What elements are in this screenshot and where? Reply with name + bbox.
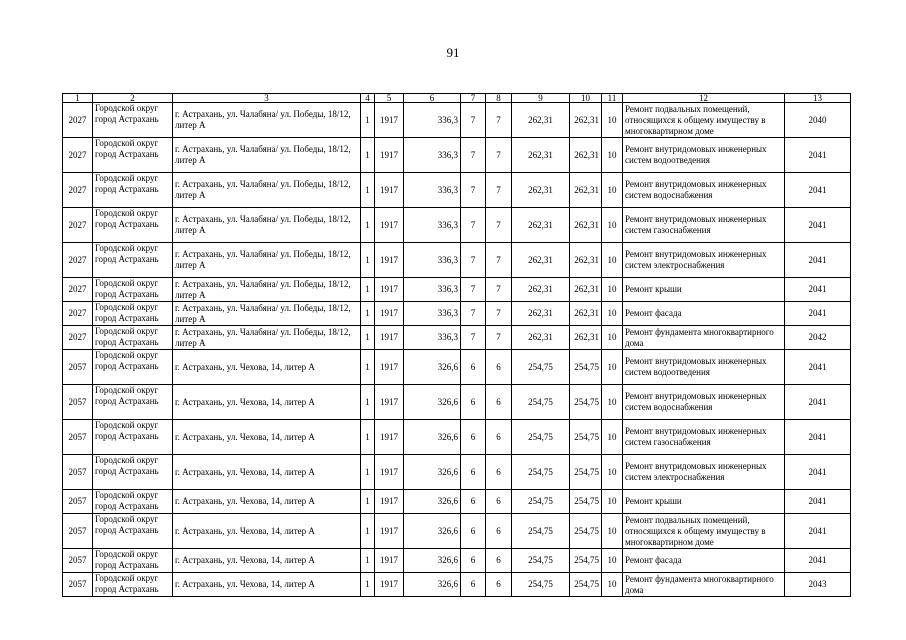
col11-cell: 10 xyxy=(602,350,623,385)
col4-cell: 1 xyxy=(361,549,375,573)
col11-cell: 10 xyxy=(602,326,623,350)
column-header: 6 xyxy=(404,94,461,103)
work-type-cell: Ремонт фундамента многоквартирного дома xyxy=(623,326,785,350)
table-row xyxy=(63,138,851,173)
col11-cell: 10 xyxy=(602,278,623,302)
address-cell: г. Астрахань, ул. Чалабяна/ ул. Победы, 18/12, литер А xyxy=(173,243,361,278)
column-header: 13 xyxy=(785,94,851,103)
col11-cell: 10 xyxy=(602,455,623,490)
municipality-cell: Городской округ город Астрахань xyxy=(93,420,173,455)
deadline-cell: 2041 xyxy=(785,243,851,278)
address-cell: г. Астрахань, ул. Чехова, 14, литер А xyxy=(173,455,361,490)
col10-cell: 254,75 xyxy=(570,549,602,573)
work-type-cell: Ремонт фундамента многоквартирного дома xyxy=(623,573,785,597)
col4-cell: 1 xyxy=(361,490,375,514)
area-cell: 336,3 xyxy=(404,278,461,302)
col8-cell: 6 xyxy=(486,514,512,549)
address-cell: г. Астрахань, ул. Чехова, 14, литер А xyxy=(173,350,361,385)
address-cell: г. Астрахань, ул. Чехова, 14, литер А xyxy=(173,420,361,455)
col10-cell: 262,31 xyxy=(570,208,602,243)
column-header: 12 xyxy=(623,94,785,103)
col4-cell: 1 xyxy=(361,208,375,243)
col11-cell: 10 xyxy=(602,208,623,243)
col10-cell: 262,31 xyxy=(570,302,602,326)
municipality-cell: Городской округ город Астрахань xyxy=(93,302,173,326)
area-cell: 326,6 xyxy=(404,350,461,385)
col9-cell: 262,31 xyxy=(512,173,570,208)
address-cell: г. Астрахань, ул. Чалабяна/ ул. Победы, 18/12, литер А xyxy=(173,302,361,326)
col11-cell: 10 xyxy=(602,573,623,597)
col9-cell: 254,75 xyxy=(512,490,570,514)
year-cell: 1917 xyxy=(375,103,404,138)
address-cell: г. Астрахань, ул. Чалабяна/ ул. Победы, 18/12, литер А xyxy=(173,278,361,302)
table-row xyxy=(63,514,851,549)
col11-cell: 10 xyxy=(602,138,623,173)
column-number-row xyxy=(63,94,851,103)
col9-cell: 254,75 xyxy=(512,514,570,549)
col4-cell: 1 xyxy=(361,573,375,597)
deadline-cell: 2041 xyxy=(785,420,851,455)
address-cell: г. Астрахань, ул. Чехова, 14, литер А xyxy=(173,490,361,514)
area-cell: 326,6 xyxy=(404,490,461,514)
address-cell: г. Астрахань, ул. Чалабяна/ ул. Победы, 18/12, литер А xyxy=(173,208,361,243)
area-cell: 336,3 xyxy=(404,326,461,350)
deadline-cell: 2041 xyxy=(785,278,851,302)
municipality-cell: Городской округ город Астрахань xyxy=(93,243,173,278)
row-id-cell: 2027 xyxy=(63,138,93,173)
col4-cell: 1 xyxy=(361,455,375,490)
column-header: 1 xyxy=(63,94,93,103)
municipality-cell: Городской округ город Астрахань xyxy=(93,138,173,173)
table-row xyxy=(63,573,851,597)
col7-cell: 6 xyxy=(461,455,486,490)
row-id-cell: 2057 xyxy=(63,549,93,573)
col8-cell: 6 xyxy=(486,490,512,514)
col10-cell: 254,75 xyxy=(570,514,602,549)
year-cell: 1917 xyxy=(375,138,404,173)
row-id-cell: 2057 xyxy=(63,514,93,549)
col7-cell: 7 xyxy=(461,208,486,243)
table-row xyxy=(63,549,851,573)
area-cell: 336,3 xyxy=(404,138,461,173)
table-row xyxy=(63,173,851,208)
col8-cell: 7 xyxy=(486,208,512,243)
year-cell: 1917 xyxy=(375,549,404,573)
work-type-cell: Ремонт внутридомовых инженерных систем водоснабжения xyxy=(623,173,785,208)
work-type-cell: Ремонт внутридомовых инженерных систем водоснабжения xyxy=(623,385,785,420)
work-type-cell: Ремонт внутридомовых инженерных систем электроснабжения xyxy=(623,243,785,278)
address-cell: г. Астрахань, ул. Чалабяна/ ул. Победы, 18/12, литер А xyxy=(173,173,361,208)
column-header: 2 xyxy=(93,94,173,103)
deadline-cell: 2041 xyxy=(785,208,851,243)
year-cell: 1917 xyxy=(375,514,404,549)
col10-cell: 262,31 xyxy=(570,173,602,208)
deadline-cell: 2041 xyxy=(785,385,851,420)
table-row xyxy=(63,420,851,455)
col7-cell: 6 xyxy=(461,549,486,573)
municipality-cell: Городской округ город Астрахань xyxy=(93,278,173,302)
deadline-cell: 2041 xyxy=(785,302,851,326)
col7-cell: 6 xyxy=(461,514,486,549)
row-id-cell: 2057 xyxy=(63,455,93,490)
col9-cell: 254,75 xyxy=(512,385,570,420)
col9-cell: 254,75 xyxy=(512,455,570,490)
table-row xyxy=(63,326,851,350)
capital-repair-table xyxy=(62,93,851,597)
deadline-cell: 2041 xyxy=(785,455,851,490)
col4-cell: 1 xyxy=(361,514,375,549)
year-cell: 1917 xyxy=(375,302,404,326)
year-cell: 1917 xyxy=(375,326,404,350)
col10-cell: 262,31 xyxy=(570,326,602,350)
column-header: 4 xyxy=(361,94,375,103)
deadline-cell: 2041 xyxy=(785,138,851,173)
col8-cell: 6 xyxy=(486,455,512,490)
col8-cell: 7 xyxy=(486,326,512,350)
municipality-cell: Городской округ город Астрахань xyxy=(93,103,173,138)
col10-cell: 254,75 xyxy=(570,420,602,455)
municipality-cell: Городской округ город Астрахань xyxy=(93,490,173,514)
deadline-cell: 2041 xyxy=(785,549,851,573)
row-id-cell: 2027 xyxy=(63,278,93,302)
row-id-cell: 2057 xyxy=(63,350,93,385)
area-cell: 326,6 xyxy=(404,455,461,490)
col7-cell: 6 xyxy=(461,420,486,455)
col9-cell: 262,31 xyxy=(512,326,570,350)
col10-cell: 262,31 xyxy=(570,243,602,278)
municipality-cell: Городской округ город Астрахань xyxy=(93,514,173,549)
col7-cell: 7 xyxy=(461,243,486,278)
col9-cell: 262,31 xyxy=(512,208,570,243)
col8-cell: 7 xyxy=(486,278,512,302)
work-type-cell: Ремонт крыши xyxy=(623,490,785,514)
col9-cell: 254,75 xyxy=(512,573,570,597)
table-row xyxy=(63,208,851,243)
area-cell: 336,3 xyxy=(404,302,461,326)
col9-cell: 254,75 xyxy=(512,350,570,385)
address-cell: г. Астрахань, ул. Чехова, 14, литер А xyxy=(173,573,361,597)
column-header: 10 xyxy=(570,94,602,103)
col11-cell: 10 xyxy=(602,302,623,326)
municipality-cell: Городской округ город Астрахань xyxy=(93,173,173,208)
row-id-cell: 2057 xyxy=(63,490,93,514)
work-type-cell: Ремонт внутридомовых инженерных систем водоотведения xyxy=(623,350,785,385)
work-type-cell: Ремонт фасада xyxy=(623,549,785,573)
col11-cell: 10 xyxy=(602,549,623,573)
col4-cell: 1 xyxy=(361,326,375,350)
row-id-cell: 2057 xyxy=(63,573,93,597)
column-header: 3 xyxy=(173,94,361,103)
area-cell: 326,6 xyxy=(404,385,461,420)
area-cell: 336,3 xyxy=(404,243,461,278)
table-row xyxy=(63,350,851,385)
col7-cell: 6 xyxy=(461,573,486,597)
row-id-cell: 2027 xyxy=(63,103,93,138)
col4-cell: 1 xyxy=(361,278,375,302)
col4-cell: 1 xyxy=(361,350,375,385)
column-header: 9 xyxy=(512,94,570,103)
col11-cell: 10 xyxy=(602,103,623,138)
area-cell: 336,3 xyxy=(404,208,461,243)
municipality-cell: Городской округ город Астрахань xyxy=(93,385,173,420)
table-row xyxy=(63,455,851,490)
municipality-cell: Городской округ город Астрахань xyxy=(93,455,173,490)
area-cell: 326,6 xyxy=(404,573,461,597)
area-cell: 336,3 xyxy=(404,103,461,138)
column-header: 11 xyxy=(602,94,623,103)
year-cell: 1917 xyxy=(375,455,404,490)
year-cell: 1917 xyxy=(375,350,404,385)
col10-cell: 254,75 xyxy=(570,573,602,597)
work-type-cell: Ремонт внутридомовых инженерных систем газоснабжения xyxy=(623,420,785,455)
deadline-cell: 2040 xyxy=(785,103,851,138)
col10-cell: 254,75 xyxy=(570,455,602,490)
col7-cell: 6 xyxy=(461,385,486,420)
year-cell: 1917 xyxy=(375,385,404,420)
col9-cell: 254,75 xyxy=(512,420,570,455)
col7-cell: 7 xyxy=(461,302,486,326)
col7-cell: 7 xyxy=(461,173,486,208)
table-row xyxy=(63,302,851,326)
col8-cell: 7 xyxy=(486,103,512,138)
work-type-cell: Ремонт подвальных помещений, относящихся к общему имуществу в многоквартирном доме xyxy=(623,514,785,549)
deadline-cell: 2041 xyxy=(785,173,851,208)
row-id-cell: 2027 xyxy=(63,173,93,208)
col9-cell: 262,31 xyxy=(512,103,570,138)
deadline-cell: 2042 xyxy=(785,326,851,350)
col9-cell: 254,75 xyxy=(512,549,570,573)
row-id-cell: 2057 xyxy=(63,420,93,455)
col4-cell: 1 xyxy=(361,302,375,326)
work-type-cell: Ремонт внутридомовых инженерных систем электроснабжения xyxy=(623,455,785,490)
area-cell: 326,6 xyxy=(404,420,461,455)
col11-cell: 10 xyxy=(602,420,623,455)
col8-cell: 7 xyxy=(486,243,512,278)
col7-cell: 7 xyxy=(461,103,486,138)
address-cell: г. Астрахань, ул. Чехова, 14, литер А xyxy=(173,385,361,420)
work-type-cell: Ремонт подвальных помещений, относящихся к общему имуществу в многоквартирном доме xyxy=(623,103,785,138)
area-cell: 326,6 xyxy=(404,549,461,573)
table-row xyxy=(63,490,851,514)
table-row xyxy=(63,278,851,302)
municipality-cell: Городской округ город Астрахань xyxy=(93,326,173,350)
col10-cell: 262,31 xyxy=(570,138,602,173)
col4-cell: 1 xyxy=(361,103,375,138)
col11-cell: 10 xyxy=(602,173,623,208)
col4-cell: 1 xyxy=(361,138,375,173)
col7-cell: 7 xyxy=(461,326,486,350)
col8-cell: 6 xyxy=(486,350,512,385)
column-header: 7 xyxy=(461,94,486,103)
col7-cell: 6 xyxy=(461,350,486,385)
address-cell: г. Астрахань, ул. Чалабяна/ ул. Победы, 18/12, литер А xyxy=(173,326,361,350)
col8-cell: 6 xyxy=(486,420,512,455)
year-cell: 1917 xyxy=(375,278,404,302)
column-header: 5 xyxy=(375,94,404,103)
work-type-cell: Ремонт внутридомовых инженерных систем водоотведения xyxy=(623,138,785,173)
deadline-cell: 2041 xyxy=(785,350,851,385)
col8-cell: 6 xyxy=(486,549,512,573)
row-id-cell: 2057 xyxy=(63,385,93,420)
col4-cell: 1 xyxy=(361,420,375,455)
year-cell: 1917 xyxy=(375,208,404,243)
col9-cell: 262,31 xyxy=(512,278,570,302)
year-cell: 1917 xyxy=(375,243,404,278)
row-id-cell: 2027 xyxy=(63,326,93,350)
address-cell: г. Астрахань, ул. Чалабяна/ ул. Победы, 18/12, литер А xyxy=(173,103,361,138)
municipality-cell: Городской округ город Астрахань xyxy=(93,549,173,573)
row-id-cell: 2027 xyxy=(63,302,93,326)
row-id-cell: 2027 xyxy=(63,208,93,243)
col4-cell: 1 xyxy=(361,385,375,420)
work-type-cell: Ремонт фасада xyxy=(623,302,785,326)
col8-cell: 7 xyxy=(486,138,512,173)
col9-cell: 262,31 xyxy=(512,138,570,173)
col11-cell: 10 xyxy=(602,514,623,549)
municipality-cell: Городской округ город Астрахань xyxy=(93,208,173,243)
col11-cell: 10 xyxy=(602,243,623,278)
area-cell: 326,6 xyxy=(404,514,461,549)
address-cell: г. Астрахань, ул. Чехова, 14, литер А xyxy=(173,514,361,549)
col8-cell: 6 xyxy=(486,573,512,597)
table-row xyxy=(63,243,851,278)
col7-cell: 7 xyxy=(461,138,486,173)
col8-cell: 6 xyxy=(486,385,512,420)
work-type-cell: Ремонт крыши xyxy=(623,278,785,302)
col10-cell: 262,31 xyxy=(570,278,602,302)
page-number: 91 xyxy=(446,45,460,60)
year-cell: 1917 xyxy=(375,173,404,208)
col9-cell: 262,31 xyxy=(512,302,570,326)
deadline-cell: 2041 xyxy=(785,514,851,549)
area-cell: 336,3 xyxy=(404,173,461,208)
col4-cell: 1 xyxy=(361,243,375,278)
col7-cell: 6 xyxy=(461,490,486,514)
address-cell: г. Астрахань, ул. Чехова, 14, литер А xyxy=(173,549,361,573)
address-cell: г. Астрахань, ул. Чалабяна/ ул. Победы, 18/12, литер А xyxy=(173,138,361,173)
col4-cell: 1 xyxy=(361,173,375,208)
row-id-cell: 2027 xyxy=(63,243,93,278)
year-cell: 1917 xyxy=(375,573,404,597)
column-header: 8 xyxy=(486,94,512,103)
deadline-cell: 2043 xyxy=(785,573,851,597)
table-row xyxy=(63,103,851,138)
deadline-cell: 2041 xyxy=(785,490,851,514)
col11-cell: 10 xyxy=(602,385,623,420)
col8-cell: 7 xyxy=(486,173,512,208)
municipality-cell: Городской округ город Астрахань xyxy=(93,573,173,597)
col11-cell: 10 xyxy=(602,490,623,514)
col7-cell: 7 xyxy=(461,278,486,302)
col10-cell: 254,75 xyxy=(570,490,602,514)
table-row xyxy=(63,385,851,420)
work-type-cell: Ремонт внутридомовых инженерных систем газоснабжения xyxy=(623,208,785,243)
year-cell: 1917 xyxy=(375,490,404,514)
col8-cell: 7 xyxy=(486,302,512,326)
municipality-cell: Городской округ город Астрахань xyxy=(93,350,173,385)
col10-cell: 262,31 xyxy=(570,103,602,138)
col9-cell: 262,31 xyxy=(512,243,570,278)
year-cell: 1917 xyxy=(375,420,404,455)
col10-cell: 254,75 xyxy=(570,350,602,385)
col10-cell: 254,75 xyxy=(570,385,602,420)
